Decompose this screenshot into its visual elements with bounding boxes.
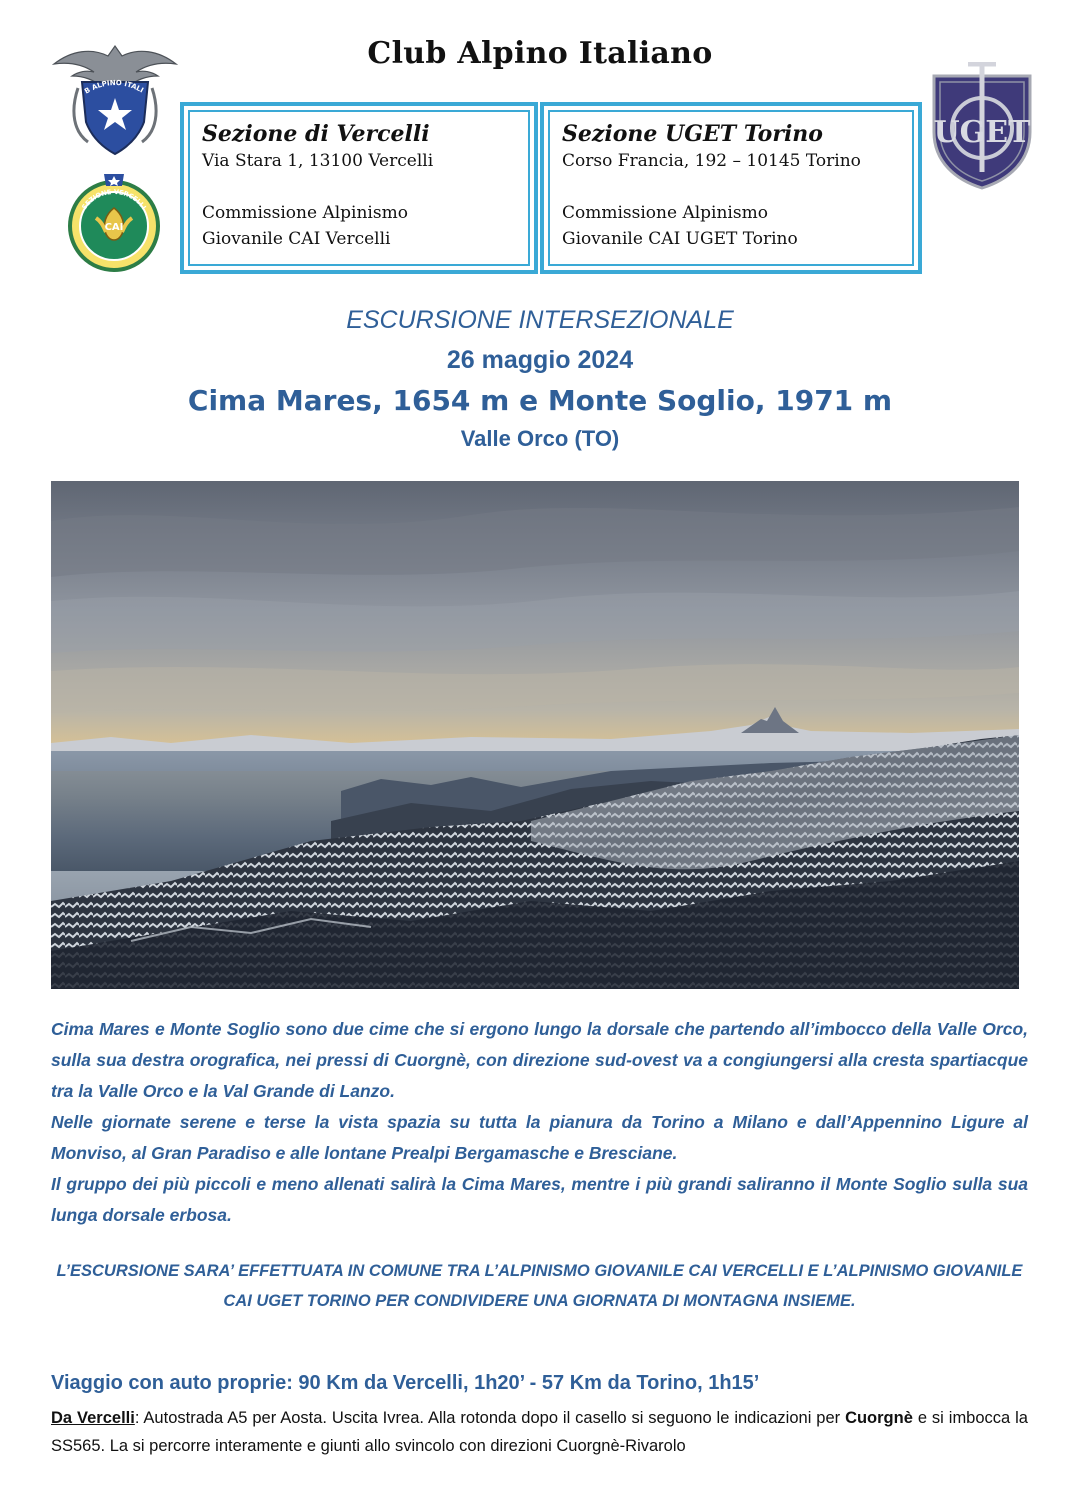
section-commission-line2: Giovanile CAI Vercelli [202,229,391,249]
description [51,1014,1028,1231]
cai-logo-text: B ALPINO ITALI [83,78,145,96]
vercelli-logo-text: SEZIONE VERCELLI [80,187,148,212]
description-paragraph: Cima Mares e Monte Soglio sono due cime che si ergono lungo la dorsale che partendo all’imbocco della Valle Orco, sulla sua destra orografica, nei pressi di Cuorgnè, con direzione sud-ovest va a congiungersi alla cresta spartiacque tra la Valle Orco e la Val Grande di Lanzo. [51,1019,1028,1101]
section-name: Sezione UGET Torino [562,121,823,147]
town-name: Cuorgnè [845,1409,913,1427]
event-area: Valle Orco (TO) [460,426,620,451]
uget-shield-logo [928,62,1036,190]
travel-heading: Viaggio con auto proprie: 90 Km da Vercelli, 1h20’ - 57 Km da Torino, 1h15’ [51,1372,760,1394]
cai-eagle-logo [52,42,178,158]
travel-directions [51,1404,1028,1460]
section-name: Sezione di Vercelli [202,121,430,147]
section-box-uget [540,102,922,274]
description-paragraph: Il gruppo dei più piccoli e meno allenati salirà la Cima Mares, mentre i più grandi saliranno il Monte Soglio sulla sua lunga dorsale erbosa. [51,1174,1028,1225]
section-commission-line2: Giovanile CAI UGET Torino [562,229,798,249]
joint-excursion-notice: L’ESCURSIONE SARA’ EFFETTUATA IN COMUNE TRA L’ALPINISMO GIOVANILE CAI VERCELLI E L’ALPINISMO GIOVANILE CAI UGET TORINO PER CONDIVIDERE UNA GIORNATA DI MONTAGNA INSIEME. [56,1262,1023,1310]
event-type: ESCURSIONE INTERSEZIONALE [346,306,734,334]
section-address: Via Stara 1, 13100 Vercelli [202,151,434,171]
event-title: Cima Mares, 1654 m e Monte Soglio, 1971 m [187,384,893,417]
cai-vercelli-logo [66,168,162,272]
uget-monogram: UGET [933,115,1031,150]
from-vercelli-label: Da Vercelli [51,1409,135,1427]
section-commission-line1: Commissione Alpinismo [562,203,768,223]
mountain-landscape-photo [51,481,1019,989]
event-date: 26 maggio 2024 [446,346,634,374]
section-address: Corso Francia, 192 – 10145 Torino [562,151,861,171]
section-box-vercelli [180,102,538,274]
section-commission-line1: Commissione Alpinismo [202,203,408,223]
cai-monogram: CAI [104,222,124,233]
directions-text: : Autostrada A5 per Aosta. Uscita Ivrea. Alla rotonda dopo il casello si seguono le indicazioni per [134,1409,846,1427]
directions-text: e si imbocca la SS565. La si percorre interamente e giunti allo svincolo con direzioni Cuorgnè-Rivarolo [51,1409,1028,1455]
page-title: Club Alpino Italiano [367,36,713,71]
description-paragraph: Nelle giornate serene e terse la vista spazia su tutta la pianura da Torino a Milano e dall’Appennino Ligure al Monviso, al Gran Paradiso e alle lontane Prealpi Bergamasche e Bresciane. [51,1112,1028,1163]
